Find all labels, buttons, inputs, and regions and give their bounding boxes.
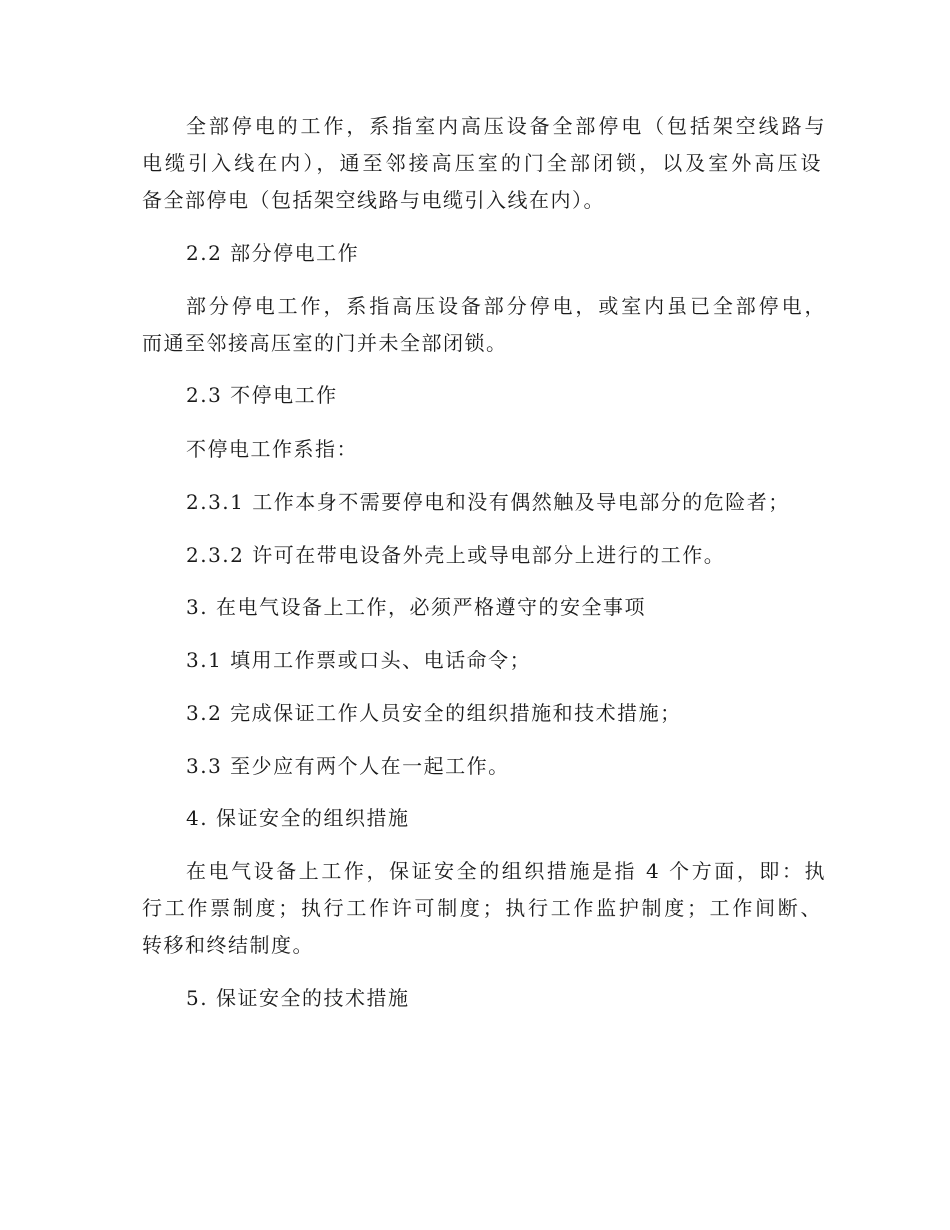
list-item: 3.1 填用工作票或口头、电话命令； xyxy=(186,648,532,672)
paragraph-line: 而通至邻接高压室的门并未全部闭锁。 xyxy=(142,331,508,355)
list-item: 2.3.1 工作本身不需要停电和没有偶然触及导电部分的危险者； xyxy=(186,490,790,514)
list-item: 3.3 至少应有两个人在一起工作。 xyxy=(186,754,510,778)
section-heading: 2.2 部分停电工作 xyxy=(186,241,360,265)
section-heading: 5. 保证安全的技术措施 xyxy=(186,986,410,1010)
section-heading: 4. 保证安全的组织措施 xyxy=(186,806,410,830)
paragraph-line: 全部停电的工作，系指室内高压设备全部停电（包括架空线路与 xyxy=(186,114,826,138)
paragraph-line: 不停电工作系指： xyxy=(186,437,358,461)
section-heading: 2.3 不停电工作 xyxy=(186,383,338,407)
paragraph-line: 行工作票制度；执行工作许可制度；执行工作监护制度；工作间断、 xyxy=(142,896,822,920)
paragraph-line: 部分停电工作，系指高压设备部分停电，或室内虽已全部停电， xyxy=(186,294,826,318)
list-item: 3.2 完成保证工作人员安全的组织措施和技术措施； xyxy=(186,701,682,725)
paragraph-line: 备全部停电（包括架空线路与电缆引入线在内）。 xyxy=(142,188,605,212)
paragraph-line: 转移和终结制度。 xyxy=(142,933,314,957)
paragraph-line: 电缆引入线在内），通至邻接高压室的门全部闭锁，以及室外高压设 xyxy=(142,151,822,175)
paragraph-line: 在电气设备上工作，保证安全的组织措施是指 4 个方面，即：执 xyxy=(186,859,826,883)
list-item: 2.3.2 许可在带电设备外壳上或导电部分上进行的工作。 xyxy=(186,543,726,567)
section-heading: 3. 在电气设备上工作，必须严格遵守的安全事项 xyxy=(186,595,646,619)
